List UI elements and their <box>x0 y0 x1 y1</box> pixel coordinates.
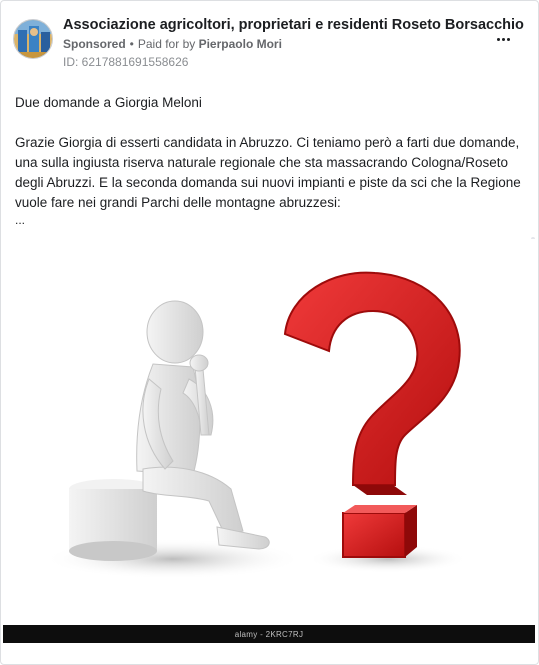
page-name[interactable]: Associazione agricoltori, proprietari e residenti Roseto Borsacchio <box>63 17 524 33</box>
more-horizontal-icon <box>497 38 500 41</box>
ad-id: ID: 6217881691558626 <box>63 55 189 69</box>
sponsored-line <box>63 37 282 51</box>
payer-name[interactable]: Pierpaolo Mori <box>198 37 282 51</box>
post-body: Grazie Giorgia di esserti candidata in Abruzzo. Ci teniamo però a farti due domande, una sulla ingiusta riserva naturale regionale che sta massacrando Cologna/Roseto degli Abruzzi. E la seconda domanda sui nuovi impianti e piste da sci che la Regione vuole fare nei grandi Parchi delle montagne abruzzesi: <box>15 135 521 210</box>
avatar-image-icon <box>14 20 53 59</box>
page-avatar[interactable] <box>13 19 53 59</box>
separator-dot: • <box>129 37 134 51</box>
question-mark-icon <box>285 273 460 557</box>
see-more-ellipsis[interactable]: ... <box>15 213 26 227</box>
sponsored-label: Sponsored <box>63 37 126 51</box>
watermark-text: alamy - 2KRC7RJ <box>234 629 304 639</box>
paid-for-prefix: Paid for by <box>137 37 196 51</box>
post-text <box>15 93 527 213</box>
more-options-button[interactable] <box>492 31 514 47</box>
thinking-figure-question-mark-illustration <box>3 239 535 643</box>
post-title: Due domande a Giorgia Meloni <box>15 95 202 110</box>
ad-image[interactable] <box>3 239 535 643</box>
watermark-bar <box>3 625 535 643</box>
ad-header <box>13 17 526 73</box>
